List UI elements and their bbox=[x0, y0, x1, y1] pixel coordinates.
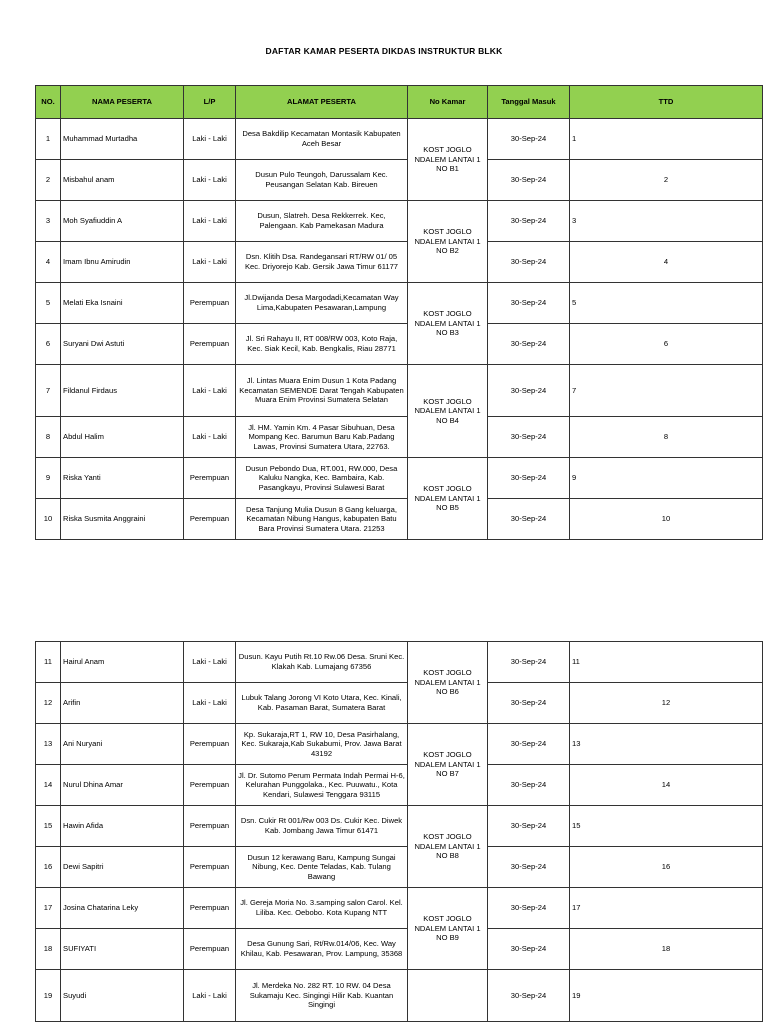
cell-alamat: Lubuk Talang Jorong VI Koto Utara, Kec. Kinali, Kab. Pasaman Barat, Sumatera Barat bbox=[236, 683, 408, 724]
cell-nama: Abdul Halim bbox=[61, 417, 184, 458]
cell-tanggal: 30-Sep-24 bbox=[488, 970, 570, 1022]
cell-nama: Nurul Dhina Amar bbox=[61, 765, 184, 806]
table-row bbox=[36, 806, 763, 847]
cell-alamat: Jl. Merdeka No. 282 RT. 10 RW. 04 Desa Sukamaju Kec. Singingi Hilir Kab. Kuantan Singingi bbox=[236, 970, 408, 1022]
table-row bbox=[36, 929, 763, 970]
cell-no: 11 bbox=[36, 642, 61, 683]
cell-nama: Moh Syafiuddin A bbox=[61, 201, 184, 242]
cell-no: 19 bbox=[36, 970, 61, 1022]
cell-ttd: 15 bbox=[570, 806, 763, 847]
table-row bbox=[36, 119, 763, 160]
cell-ttd: 17 bbox=[570, 888, 763, 929]
cell-alamat: Jl.Dwijanda Desa Margodadi,Kecamatan Way Lima,Kabupaten Pesawaran,Lampung bbox=[236, 283, 408, 324]
cell-lp: Laki - Laki bbox=[184, 683, 236, 724]
cell-tanggal: 30-Sep-24 bbox=[488, 160, 570, 201]
cell-ttd: 14 bbox=[570, 765, 763, 806]
cell-lp: Perempuan bbox=[184, 324, 236, 365]
cell-lp: Perempuan bbox=[184, 929, 236, 970]
cell-no: 15 bbox=[36, 806, 61, 847]
cell-no: 17 bbox=[36, 888, 61, 929]
cell-no: 8 bbox=[36, 417, 61, 458]
cell-no: 9 bbox=[36, 458, 61, 499]
cell-lp: Laki - Laki bbox=[184, 417, 236, 458]
cell-lp: Perempuan bbox=[184, 806, 236, 847]
cell-lp: Laki - Laki bbox=[184, 365, 236, 417]
cell-nama: Riska Yanti bbox=[61, 458, 184, 499]
cell-no-kamar: KOST JOGLO NDALEM LANTAI 1 NO B3 bbox=[408, 283, 488, 365]
cell-no-kamar: KOST JOGLO NDALEM LANTAI 1 NO B7 bbox=[408, 724, 488, 806]
table-row bbox=[36, 847, 763, 888]
cell-alamat: Dusun 12 kerawang Baru, Kampung Sungai Nibung, Kec. Dente Teladas, Kab. Tulang Bawang bbox=[236, 847, 408, 888]
cell-tanggal: 30-Sep-24 bbox=[488, 642, 570, 683]
cell-no-kamar: KOST JOGLO NDALEM LANTAI 1 NO B4 bbox=[408, 365, 488, 458]
cell-alamat: Desa Bakdilip Kecamatan Montasik Kabupaten Aceh Besar bbox=[236, 119, 408, 160]
table-row bbox=[36, 283, 763, 324]
cell-ttd: 2 bbox=[570, 160, 763, 201]
cell-nama: Arifin bbox=[61, 683, 184, 724]
cell-ttd: 18 bbox=[570, 929, 763, 970]
table-row bbox=[36, 970, 763, 1022]
cell-no-kamar: KOST JOGLO NDALEM LANTAI 1 NO B6 bbox=[408, 642, 488, 724]
table-row bbox=[36, 201, 763, 242]
cell-nama: Muhammad Murtadha bbox=[61, 119, 184, 160]
cell-nama: SUFIYATI bbox=[61, 929, 184, 970]
header-lp: L/P bbox=[184, 86, 236, 119]
cell-ttd: 9 bbox=[570, 458, 763, 499]
cell-nama: Melati Eka Isnaini bbox=[61, 283, 184, 324]
cell-ttd: 13 bbox=[570, 724, 763, 765]
page-title: DAFTAR KAMAR PESERTA DIKDAS INSTRUKTUR BLKK bbox=[265, 46, 503, 56]
cell-nama: Riska Susmita Anggraini bbox=[61, 499, 184, 540]
cell-alamat: Dsn. Klitih Dsa. Randegansari RT/RW 01/ 05 Kec. Driyorejo Kab. Gersik Jawa Timur 61177 bbox=[236, 242, 408, 283]
table-row bbox=[36, 499, 763, 540]
table-row bbox=[36, 765, 763, 806]
cell-no-kamar: KOST JOGLO NDALEM LANTAI 1 NO B5 bbox=[408, 458, 488, 540]
cell-no: 14 bbox=[36, 765, 61, 806]
cell-tanggal: 30-Sep-24 bbox=[488, 365, 570, 417]
header-no: NO. bbox=[36, 86, 61, 119]
cell-no-kamar: KOST JOGLO NDALEM LANTAI 1 NO B8 bbox=[408, 806, 488, 888]
cell-nama: Suyudi bbox=[61, 970, 184, 1022]
cell-nama: Fildanul Firdaus bbox=[61, 365, 184, 417]
cell-lp: Perempuan bbox=[184, 724, 236, 765]
cell-ttd: 4 bbox=[570, 242, 763, 283]
cell-nama: Imam Ibnu Amirudin bbox=[61, 242, 184, 283]
room-table-part-1 bbox=[35, 85, 763, 540]
header-no-kamar: No Kamar bbox=[408, 86, 488, 119]
cell-no-kamar: KOST JOGLO NDALEM LANTAI 1 NO B9 bbox=[408, 888, 488, 970]
cell-lp: Laki - Laki bbox=[184, 242, 236, 283]
table-row bbox=[36, 642, 763, 683]
cell-lp: Perempuan bbox=[184, 499, 236, 540]
cell-ttd: 3 bbox=[570, 201, 763, 242]
header-nama: NAMA PESERTA bbox=[61, 86, 184, 119]
cell-ttd: 8 bbox=[570, 417, 763, 458]
cell-lp: Perempuan bbox=[184, 283, 236, 324]
table-row bbox=[36, 724, 763, 765]
cell-tanggal: 30-Sep-24 bbox=[488, 806, 570, 847]
cell-tanggal: 30-Sep-24 bbox=[488, 888, 570, 929]
cell-tanggal: 30-Sep-24 bbox=[488, 417, 570, 458]
cell-ttd: 10 bbox=[570, 499, 763, 540]
cell-ttd: 6 bbox=[570, 324, 763, 365]
cell-ttd: 11 bbox=[570, 642, 763, 683]
cell-tanggal: 30-Sep-24 bbox=[488, 283, 570, 324]
cell-nama: Hairul Anam bbox=[61, 642, 184, 683]
header-ttd: TTD bbox=[570, 86, 763, 119]
cell-no: 5 bbox=[36, 283, 61, 324]
cell-no: 3 bbox=[36, 201, 61, 242]
table-row bbox=[36, 888, 763, 929]
cell-nama: Dewi Sapitri bbox=[61, 847, 184, 888]
cell-lp: Laki - Laki bbox=[184, 160, 236, 201]
cell-lp: Laki - Laki bbox=[184, 119, 236, 160]
cell-no-kamar bbox=[408, 970, 488, 1022]
table-row bbox=[36, 458, 763, 499]
cell-no: 10 bbox=[36, 499, 61, 540]
cell-nama: Ani Nuryani bbox=[61, 724, 184, 765]
cell-tanggal: 30-Sep-24 bbox=[488, 201, 570, 242]
header-tanggal: Tanggal Masuk bbox=[488, 86, 570, 119]
cell-ttd: 5 bbox=[570, 283, 763, 324]
cell-no: 4 bbox=[36, 242, 61, 283]
cell-no-kamar: KOST JOGLO NDALEM LANTAI 1 NO B2 bbox=[408, 201, 488, 283]
cell-tanggal: 30-Sep-24 bbox=[488, 847, 570, 888]
table-row bbox=[36, 683, 763, 724]
cell-tanggal: 30-Sep-24 bbox=[488, 929, 570, 970]
cell-nama: Hawin Afida bbox=[61, 806, 184, 847]
cell-no: 12 bbox=[36, 683, 61, 724]
cell-alamat: Jl. Sri Rahayu II, RT 008/RW 003, Koto Raja, Kec. Siak Kecil, Kab. Bengkalis, Riau 28771 bbox=[236, 324, 408, 365]
table-header-row bbox=[36, 86, 763, 119]
cell-alamat: Jl. Lintas Muara Enim Dusun 1 Kota Padang Kecamatan SEMENDE Darat Tengah Kabupaten Muara Enim Provinsi Sumatera Selatan bbox=[236, 365, 408, 417]
cell-alamat: Dusun Pulo Teungoh, Darussalam Kec. Peusangan Selatan Kab. Bireuen bbox=[236, 160, 408, 201]
table-row bbox=[36, 160, 763, 201]
cell-no: 6 bbox=[36, 324, 61, 365]
cell-nama: Suryani Dwi Astuti bbox=[61, 324, 184, 365]
cell-alamat: Dsn. Cukir Rt 001/Rw 003 Ds. Cukir Kec. Diwek Kab. Jombang Jawa Timur 61471 bbox=[236, 806, 408, 847]
cell-alamat: Jl. Dr. Sutomo Perum Permata Indah Permai H-6, Kelurahan Punggolaka., Kec. Puuwatu., Kota Kendari, Sulawesi Tenggara 93115 bbox=[236, 765, 408, 806]
cell-alamat: Kp. Sukaraja,RT 1, RW 10, Desa Pasirhalang, Kec. Sukaraja,Kab Sukabumi, Prov. Jawa Barat 43192 bbox=[236, 724, 408, 765]
cell-tanggal: 30-Sep-24 bbox=[488, 458, 570, 499]
cell-ttd: 16 bbox=[570, 847, 763, 888]
cell-lp: Perempuan bbox=[184, 765, 236, 806]
cell-ttd: 1 bbox=[570, 119, 763, 160]
cell-alamat: Jl. Gereja Moria No. 3.samping salon Carol. Kel. Liliba. Kec. Oebobo. Kota Kupang NTT bbox=[236, 888, 408, 929]
cell-no: 18 bbox=[36, 929, 61, 970]
cell-ttd: 7 bbox=[570, 365, 763, 417]
cell-tanggal: 30-Sep-24 bbox=[488, 724, 570, 765]
cell-no: 13 bbox=[36, 724, 61, 765]
cell-no: 7 bbox=[36, 365, 61, 417]
table-row bbox=[36, 365, 763, 417]
cell-alamat: Dusun Pebondo Dua, RT.001, RW.000, Desa Kaluku Nangka, Kec. Bambaira, Kab. Pasangkayu, Provinsi Sulawesi Barat bbox=[236, 458, 408, 499]
cell-nama: Misbahul anam bbox=[61, 160, 184, 201]
room-table-part-2 bbox=[35, 641, 763, 1022]
table-row bbox=[36, 324, 763, 365]
cell-nama: Josina Chatarina Leky bbox=[61, 888, 184, 929]
cell-lp: Perempuan bbox=[184, 458, 236, 499]
cell-lp: Laki - Laki bbox=[184, 642, 236, 683]
cell-ttd: 12 bbox=[570, 683, 763, 724]
cell-tanggal: 30-Sep-24 bbox=[488, 324, 570, 365]
cell-tanggal: 30-Sep-24 bbox=[488, 765, 570, 806]
cell-lp: Laki - Laki bbox=[184, 970, 236, 1022]
cell-alamat: Dusun. Kayu Putih Rt.10 Rw.06 Desa. Sruni Kec. Klakah Kab. Lumajang 67356 bbox=[236, 642, 408, 683]
cell-no: 1 bbox=[36, 119, 61, 160]
cell-no-kamar: KOST JOGLO NDALEM LANTAI 1 NO B1 bbox=[408, 119, 488, 201]
cell-lp: Laki - Laki bbox=[184, 201, 236, 242]
header-alamat: ALAMAT PESERTA bbox=[236, 86, 408, 119]
cell-alamat: Desa Tanjung Mulia Dusun 8 Gang keluarga, Kecamatan Nibung Hangus, kabupaten Batu Bara Provinsi Sumatera Utara. 21253 bbox=[236, 499, 408, 540]
cell-alamat: Dusun, Slatreh. Desa Rekkerrek. Kec, Palengaan. Kab Pamekasan Madura bbox=[236, 201, 408, 242]
cell-tanggal: 30-Sep-24 bbox=[488, 499, 570, 540]
cell-tanggal: 30-Sep-24 bbox=[488, 119, 570, 160]
cell-tanggal: 30-Sep-24 bbox=[488, 683, 570, 724]
cell-no: 2 bbox=[36, 160, 61, 201]
cell-no: 16 bbox=[36, 847, 61, 888]
cell-ttd: 19 bbox=[570, 970, 763, 1022]
table-row bbox=[36, 417, 763, 458]
cell-tanggal: 30-Sep-24 bbox=[488, 242, 570, 283]
cell-alamat: Jl. HM. Yamin Km. 4 Pasar Sibuhuan, Desa Mompang Kec. Barumun Baru Kab.Padang Lawas, Provinsi Sumatera Utara, 22763. bbox=[236, 417, 408, 458]
table-row bbox=[36, 242, 763, 283]
cell-lp: Perempuan bbox=[184, 888, 236, 929]
cell-lp: Perempuan bbox=[184, 847, 236, 888]
cell-alamat: Desa Gunung Sari, Rt/Rw.014/06, Kec. Way Khilau, Kab. Pesawaran, Prov. Lampung, 35368 bbox=[236, 929, 408, 970]
